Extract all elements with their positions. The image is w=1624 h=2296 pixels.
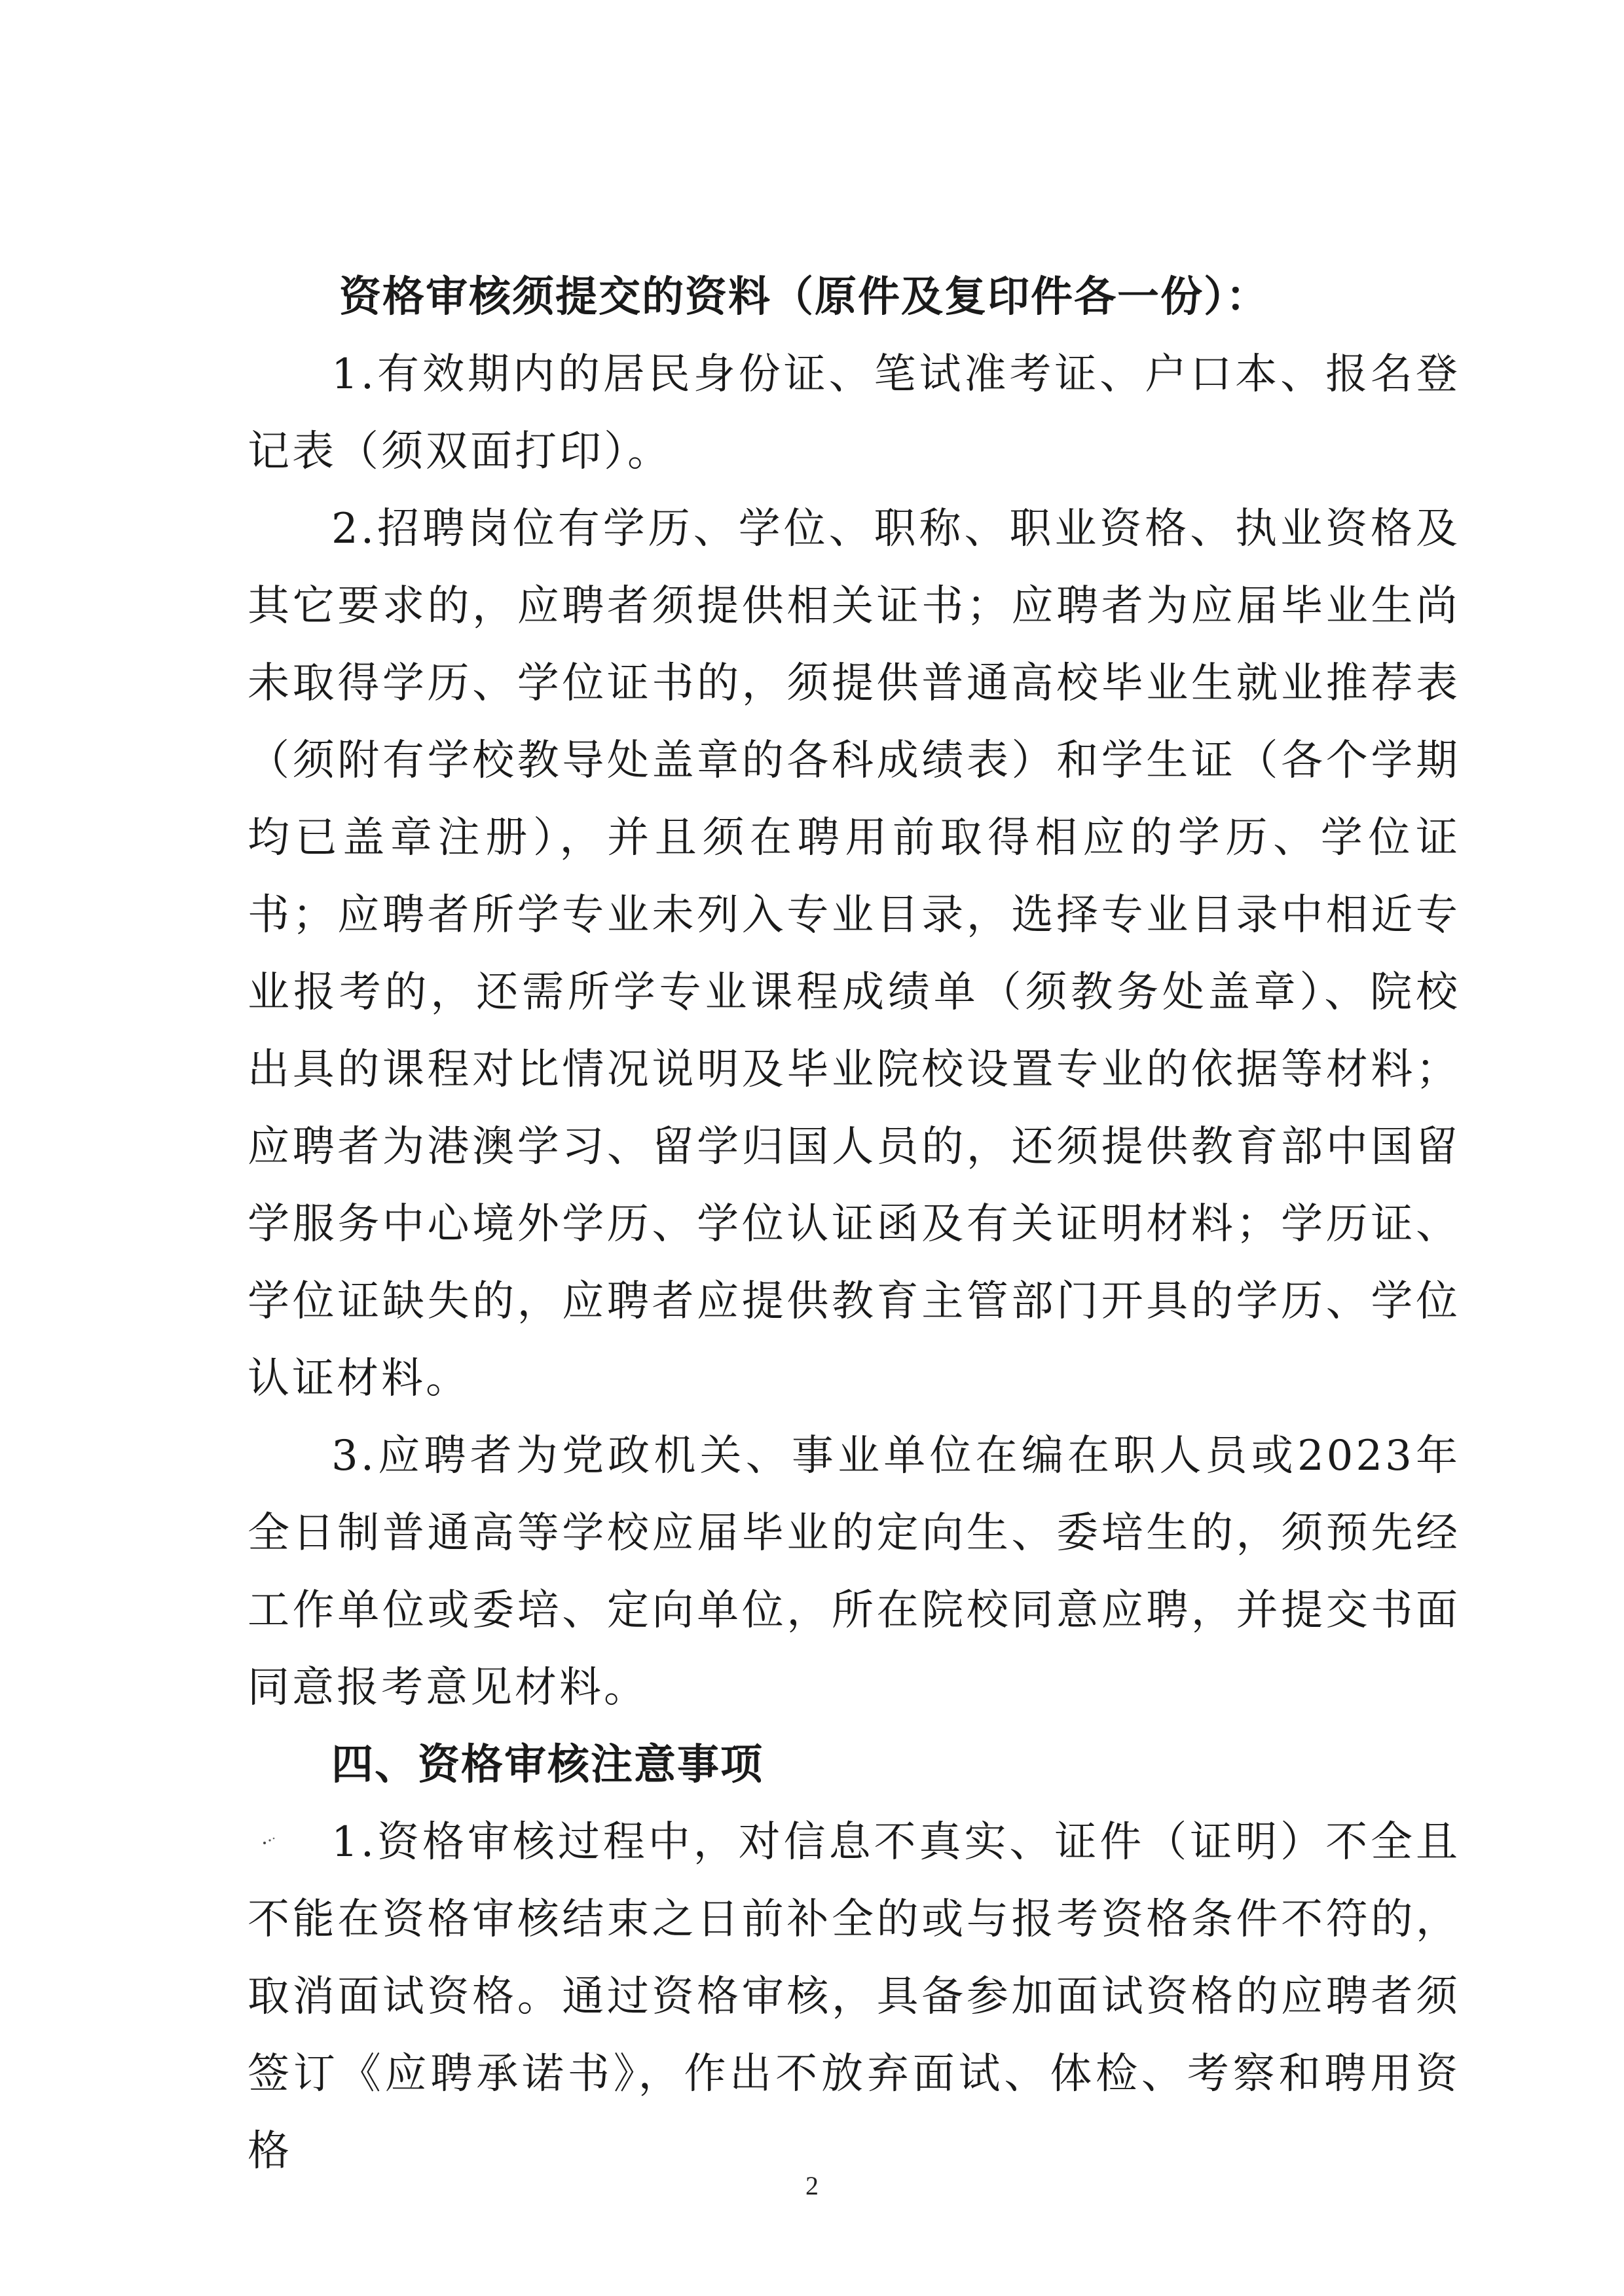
- scan-speck-mark: [262, 1836, 276, 1847]
- page-number: 2: [805, 2171, 819, 2200]
- materials-heading: 资格审核须提交的资料（原件及复印件各一份）：: [339, 272, 1269, 321]
- document-body: [248, 259, 1460, 2190]
- materials-item-3: 3.应聘者为党政机关、事业单位在编在职人员或2023年全日制普通高等学校应届毕业的定向生、委培生的，须预先经工作单位或委培、定向单位，所在院校同意应聘，并提交书面同意报考意见材料。: [248, 1432, 1460, 1712]
- materials-item-1: 1.有效期内的居民身份证、笔试准考证、户口本、报名登记表（须双面打印）。: [248, 350, 1460, 476]
- section-item-1: 1.资格审核过程中，对信息不真实、证件（证明）不全且不能在资格审核结束之日前补全的或与报考资格条件不符的，取消面试资格。通过资格审核，具备参加面试资格的应聘者须签订《应聘承诺书》，作出不放弃面试、体检、考察和聘用资格: [248, 1818, 1460, 2176]
- materials-item-2: 2.招聘岗位有学历、学位、职称、职业资格、执业资格及其它要求的，应聘者须提供相关证书；应聘者为应届毕业生尚未取得学历、学位证书的，须提供普通高校毕业生就业推荐表（须附有学校教导处盖章的各科成绩表）和学生证（各个学期均已盖章注册），并且须在聘用前取得相应的学历、学位证书；应聘者所学专业未列入专业目录，选择专业目录中相近专业报考的，还需所学专业课程成绩单（须教务处盖章）、院校出具的课程对比情况说明及毕业院校设置专业的依据等材料；应聘者为港澳学习、留学归国人员的，还须提供教育部中国留学服务中心境外学历、学位认证函及有关证明材料；学历证、学位证缺失的，应聘者应提供教育主管部门开具的学历、学位认证材料。: [248, 505, 1460, 1403]
- section-title: 四、资格审核注意事项: [331, 1740, 764, 1789]
